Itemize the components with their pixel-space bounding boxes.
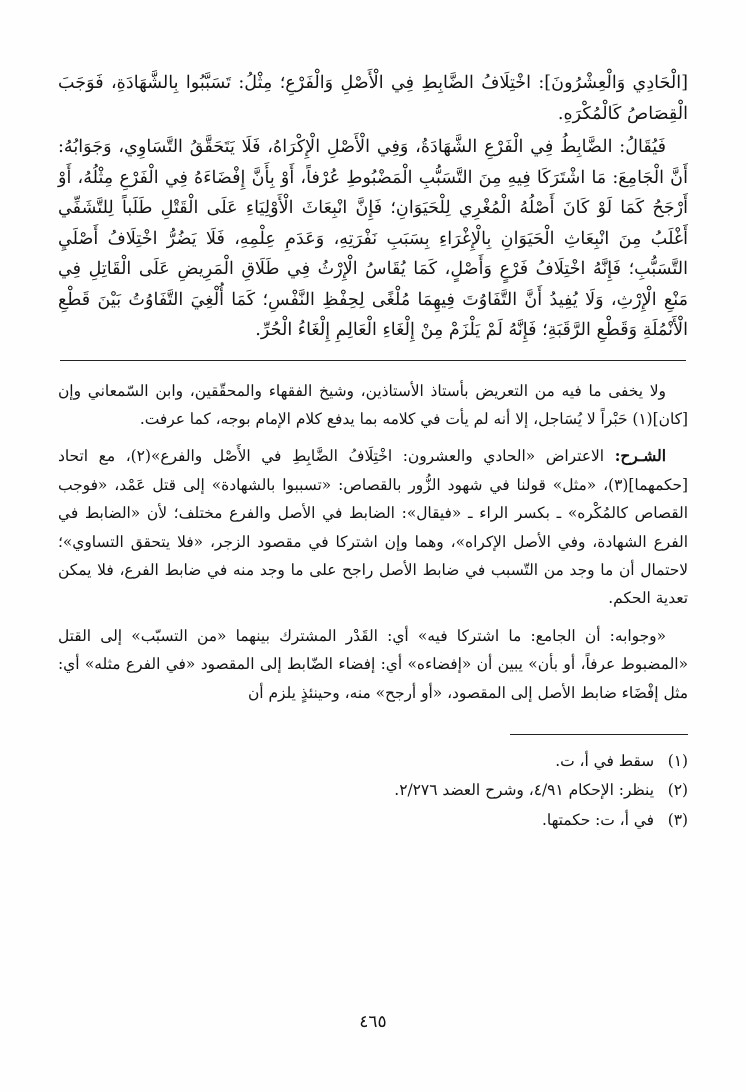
commentary-paragraph-body: الاعتراض «الحادي والعشرون: اخْتِلَافُ الضَّابِطِ في الأَصْل والفرع»(٢)، مع اتحاد [حكمهما](٣)، «مثل» قولنا في شهود الزُّور بالقصاص: «تسببوا بالشهادة» إلى قتل عَمْد، «فوجب القصاص كالمُكْره» ـ بكسر الراء ـ «فيقال»: الضابط في الأصل والفرع مختلف؛ لأن «الضابط في الفرع الشهادة، وفي الأصل الإكراه»، وهما وإن اشتركا في مقصود الزجر، «فلا يتحقق التساوي»؛ لاحتمال أن ما وجد من التّسبب في ضابط الأصل راجح على ما وجد منه في ضابط الفرع، فلا يمكن تعدية الحكم. (58, 447, 688, 608)
footnote (58, 806, 688, 836)
matn-paragraph: [الْحَادِي وَالْعِشْرُونَ]: اخْتِلَافُ الضَّابِطِ فِي الْأَصْلِ وَالْفَرْعِ؛ مِثْلُ: تَسَبَّبُوا بِالشَّهَادَةِ، فَوَجَبَ الْقِصَاصُ كَالْمُكْرَهِ. (58, 73, 688, 124)
footnote-text: ينظر: الإحكام ٤/٩١، وشرح العضد ٢/٢٧٦. (394, 781, 654, 800)
sharh-label: الشـرح: (614, 447, 666, 466)
footnote (58, 747, 688, 777)
commentary-paragraph: ولا يخفى ما فيه من التعريض بأستاذ الأستاذين، وشيخ الفقهاء والمحقّقين، وابن السّمعاني وإن [كان](١) حَبْراً لا يُسَاجل، إلا أنه لم يأت في كلامه بما يدفع كلام الإمام بوجه، كما عرفت. (58, 381, 688, 428)
book-page (58, 68, 688, 1092)
commentary-paragraph (58, 442, 688, 612)
footnote-number: (٢) (667, 781, 688, 800)
footnotes (58, 747, 688, 836)
footnote-divider (510, 734, 688, 735)
matn-paragraph: فَيُقَالُ: الضَّابِطُ فِي الْفَرْعِ الشَّهَادَةُ، وَفِي الْأَصْلِ الْإِكْرَاهُ، فَلَا يَتَحَقَّقُ التَّسَاوِي، وَجَوَابُهُ: أَنَّ الْجَامِعَ: مَا اشْتَرَكَا فِيهِ مِنَ التَّسَبُّبِ الْمَضْبُوطِ عُرْفاً، أَوْ بِأَنَّ إِفْضَاءَهُ فِي الْفَرْعِ مِثْلُهُ، أَوْ أَرْجَحُ كَمَا لَوْ كَانَ أَصْلُهُ الْمُغْرِي لِلْحَيَوَانِ؛ فَإِنَّ انْبِعَاثَ الْأَوْلِيَاءِ عَلَى الْقَتْلِ طَلَباً لِلتَّشَفِّي أَغْلَبُ مِنَ انْبِعَاثِ الْحَيَوَانِ بِالْإِغْرَاءِ بِسَبَبِ نَفْرَتِهِ، وَعَدَمِ عِلْمِهِ، فَلَا يَضُرُّ اخْتِلَافُ أَصْلَيِ التَّسَبُّبِ؛ فَإِنَّهُ اخْتِلَافُ فَرْعٍ وَأَصْلٍ، كَمَا يُقَاسُ الْإِرْثُ فِي طَلَاقِ الْمَرِيضِ عَلَى الْقَاتِلِ فِي مَنْعِ الْإِرْثِ، وَلَا يُفِيدُ أَنَّ التَّفَاوُتَ فِيهِمَا مُلْغًى لِحِفْظِ النَّفْسِ؛ كَمَا أُلْغِيَ التَّفَاوُتُ بَيْنَ قَطْعِ الْأَنْمُلَةِ وَقَطْعِ الرَّقَبَةِ؛ فَإِنَّهُ لَمْ يَلْزَمْ مِنْ إِلْغَاءِ الْعَالِمِ إِلْغَاءُ الْحُرِّ. (58, 137, 688, 340)
footnote-number: (٣) (667, 810, 688, 829)
commentary-paragraph: «وجوابه: أن الجامع: ما اشتركا فيه» أي: القَدْر المشترك بينهما «من التسبّب» إلى القتل «المضبوط عرفاً، أو بأن» يبين أن «إفضاءه» أي: إفضاء الضّابط إلى المقصود «في الفرع مثله» أي: مثل إفْضَاء ضابط الأصل إلى المقصود، «أو أرجح» منه، وحينئذٍ يلزم أن (58, 626, 688, 702)
matn-text (58, 68, 688, 346)
page-number: ٤٦٥ (359, 1012, 387, 1032)
section-divider (60, 360, 686, 361)
footnote-number: (١) (667, 751, 688, 770)
footnote-divider-wrap (58, 716, 688, 747)
footnote-text: في أ، ت: حكمتها. (541, 810, 654, 829)
footnote-text: سقط في أ، ت. (555, 751, 654, 770)
footnote (58, 776, 688, 806)
commentary-text (58, 377, 688, 707)
